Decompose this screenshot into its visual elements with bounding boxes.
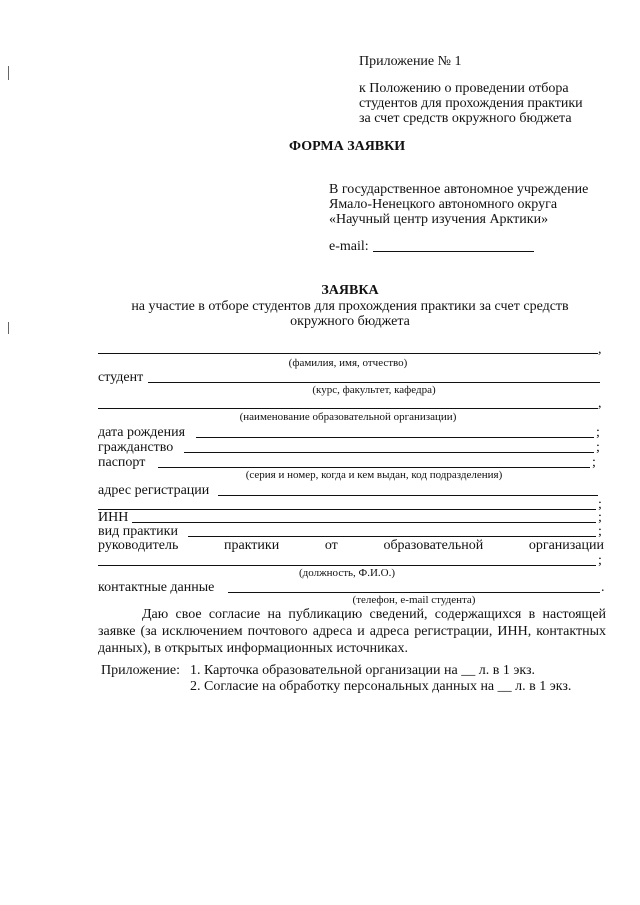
form-title: ФОРМА ЗАЯВКИ (289, 139, 406, 154)
attachment-item: 2. Согласие на обработку персональных данных на __ л. в 1 экз. (190, 679, 572, 694)
semicolon: ; (596, 425, 600, 440)
appendix-reference-line: за счет средств окружного бюджета (359, 111, 572, 126)
passport-caption: (серия и номер, когда и кем выдан, код подразделения) (245, 469, 503, 481)
citizenship-line[interactable] (184, 452, 594, 453)
comma: , (598, 396, 602, 411)
addressee-line: В государственное автономное учреждение (329, 182, 589, 197)
supervisor-label (98, 539, 604, 553)
semicolon: ; (596, 440, 600, 455)
appendix-label: Приложение № 1 (359, 54, 462, 69)
supervisor-word: организации (528, 538, 604, 553)
full-name-line[interactable] (98, 353, 598, 354)
semicolon: ; (598, 553, 602, 568)
application-title: ЗАЯВКА (321, 283, 379, 298)
address-line-2[interactable] (98, 509, 596, 510)
passport-line[interactable] (158, 467, 590, 468)
addressee-line: Ямало-Ненецкого автономного округа (329, 197, 558, 212)
email-field-line[interactable] (373, 251, 534, 252)
consent-text: Даю свое согласие на публикацию сведений, содержащихся в настоящей заявке (за исключением почтового адреса и адреса регистрации, ИНН, контактных данных), в открытых информационных источниках. (98, 607, 606, 656)
period: . (601, 580, 605, 595)
application-subtitle: окружного бюджета (290, 314, 410, 329)
student-line[interactable] (148, 382, 600, 383)
supervisor-caption: (должность, Ф.И.О.) (298, 567, 396, 579)
birthdate-label: дата рождения (98, 425, 186, 440)
full-name-caption: (фамилия, имя, отчество) (288, 357, 408, 369)
organization-caption: (наименование образовательной организации) (239, 411, 457, 423)
student-label: студент (98, 370, 144, 385)
citizenship-label: гражданство (98, 440, 174, 455)
addressee-line: «Научный центр изучения Арктики» (329, 212, 549, 227)
supervisor-word: от (324, 538, 338, 553)
address-line[interactable] (218, 495, 598, 496)
attachments-label: Приложение: (101, 663, 181, 678)
semicolon: ; (592, 455, 596, 470)
contacts-line[interactable] (228, 592, 600, 593)
attachment-item: 1. Карточка образовательной организации на __ л. в 1 экз. (190, 663, 535, 678)
supervisor-word: руководитель (98, 538, 179, 553)
application-subtitle: на участие в отборе студентов для прохождения практики за счет средств (131, 299, 569, 314)
inn-line[interactable] (132, 522, 596, 523)
inn-label: ИНН (98, 510, 129, 525)
semicolon: ; (598, 510, 602, 525)
comma: , (598, 342, 602, 357)
contacts-caption: (телефон, e-mail студента) (352, 594, 476, 606)
supervisor-word: образовательной (383, 538, 484, 553)
email-label: e-mail: (329, 239, 369, 254)
supervisor-word: практики (223, 538, 280, 553)
birthdate-line[interactable] (196, 437, 594, 438)
appendix-reference-line: к Положению о проведении отбора (359, 81, 569, 96)
supervisor-line[interactable] (98, 565, 596, 566)
semicolon: ; (598, 524, 602, 539)
contacts-label: контактные данные (98, 580, 215, 595)
passport-label: паспорт (98, 455, 146, 470)
practice-type-line[interactable] (188, 536, 596, 537)
semicolon: ; (598, 497, 602, 512)
scan-mark (8, 66, 9, 80)
student-caption: (курс, факультет, кафедра) (312, 384, 436, 396)
practice-type-label: вид практики (98, 524, 178, 539)
address-label: адрес регистрации (98, 483, 210, 498)
appendix-reference-line: студентов для прохождения практики (359, 96, 583, 111)
organization-line[interactable] (98, 408, 598, 409)
